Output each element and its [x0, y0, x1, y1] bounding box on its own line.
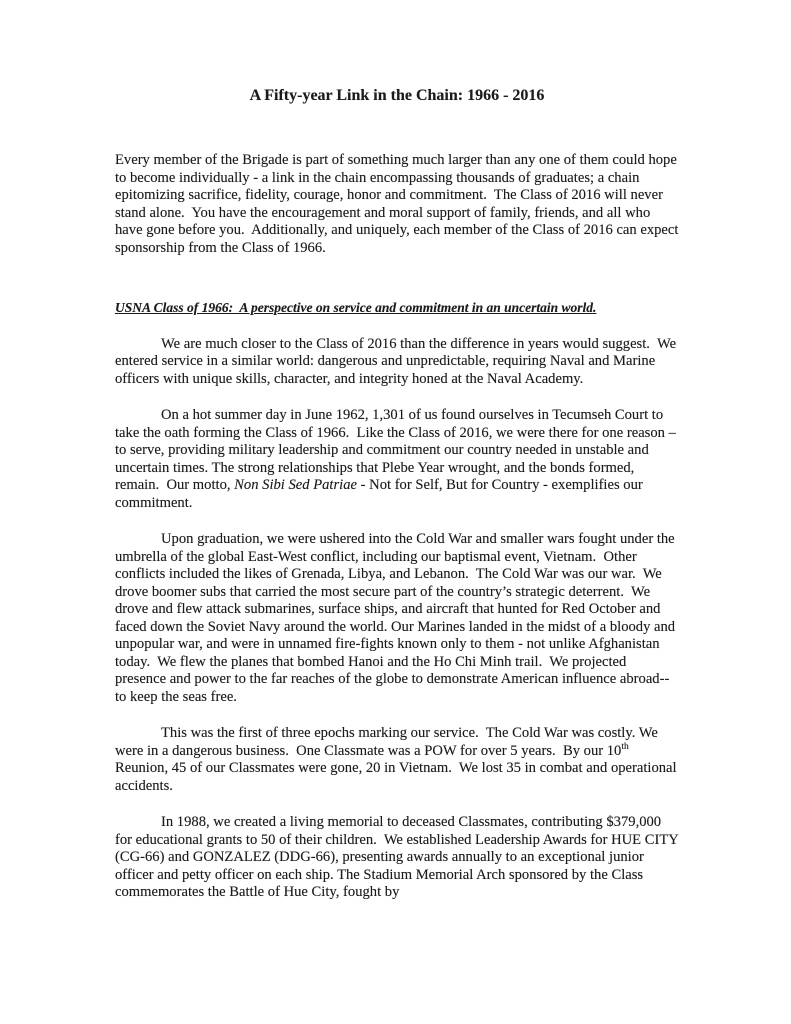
text-segment: Non Sibi Sed Patriae: [234, 477, 357, 493]
text-segment: th: [621, 741, 629, 752]
text-segment: Reunion, 45 of our Classmates were gone, 20 in Vietnam. We lost 35 in combat and operational accidents.: [115, 760, 677, 794]
text-segment: This was the first of three epochs marking our service. The Cold War was costly. We were in a dangerous business. One Classmate was a POW for over 5 years. By our 10: [115, 725, 658, 759]
section-heading: [115, 299, 679, 317]
paragraph: [115, 814, 679, 902]
text-segment: In 1988, we created a living memorial to deceased Classmates, contributing $379,000 for educational grants to 50 of their children. We established Leadership Awards for HUE CITY (CG-66) and GONZALEZ (DDG-66), presenting awards annually to an exceptional junior officer and petty officer on each ship. The Stadium Memorial Arch sponsored by the Class commemorates the Battle of Hue City, fought by: [115, 814, 679, 900]
text-segment: Every member of the Brigade is part of something much larger than any one of them could hope to become individually - a link in the chain encompassing thousands of graduates; a chain epitomizing sacrifice, fidelity, courage, honor and commitment. The Class of 2016 will never stand alone. You have the encouragement and moral support of family, friends, and all who have gone before you. Additionally, and uniquely, each member of the Class of 2016 can expect sponsorship from the Class of 1966.: [115, 152, 679, 256]
text-segment: - Not for Self, But for Country - exemplifies our commitment.: [115, 477, 643, 511]
text-segment: We are much closer to the Class of 2016 than the difference in years would suggest. We entered service in a similar world: dangerous and unpredictable, requiring Naval and Marine officers with unique skills, character, and integrity honed at the Naval Academy.: [115, 335, 677, 387]
paragraph: [115, 152, 679, 257]
paragraph: [115, 531, 679, 706]
document-body: [115, 152, 679, 902]
text-segment: Upon graduation, we were ushered into the Cold War and smaller wars fought under the umbrella of the global East-West conflict, including our baptismal event, Vietnam. Other conflicts included the likes of Grenada, Libya, and Lebanon. The Cold War was our war. We drove boomer subs that carried the most secure part of the country’s strategic deterrent. We drove and flew attack submarines, surface ships, and aircraft that hunted for Red October and faced down the Soviet Navy around the world. Our Marines landed in the midst of a bloody and unpopular war, and were in unnamed fire-fights known only to them - not unlike Afghanistan today. We flew the planes that bombed Hanoi and the Ho Chi Minh trail. We projected presence and power to the far reaches of the globe to demonstrate American influence abroad--to keep the seas free.: [115, 531, 676, 705]
paragraph: [115, 336, 679, 389]
text-segment: On a hot summer day in June 1962, 1,301 of us found ourselves in Tecumseh Court to take the oath forming the Class of 1966. Like the Class of 2016, we were there for one reason – to serve, providing military leadership and commitment our country needed in unstable and uncertain times. The strong relationships that Plebe Year wrought, and the bonds formed, remain. Our motto,: [115, 407, 676, 493]
paragraph: [115, 725, 679, 795]
text-segment: USNA Class of 1966: A perspective on service and commitment in an uncertain world.: [115, 300, 597, 315]
document-title: A Fifty-year Link in the Chain: 1966 - 2016: [249, 87, 545, 104]
paragraph: [115, 407, 679, 512]
